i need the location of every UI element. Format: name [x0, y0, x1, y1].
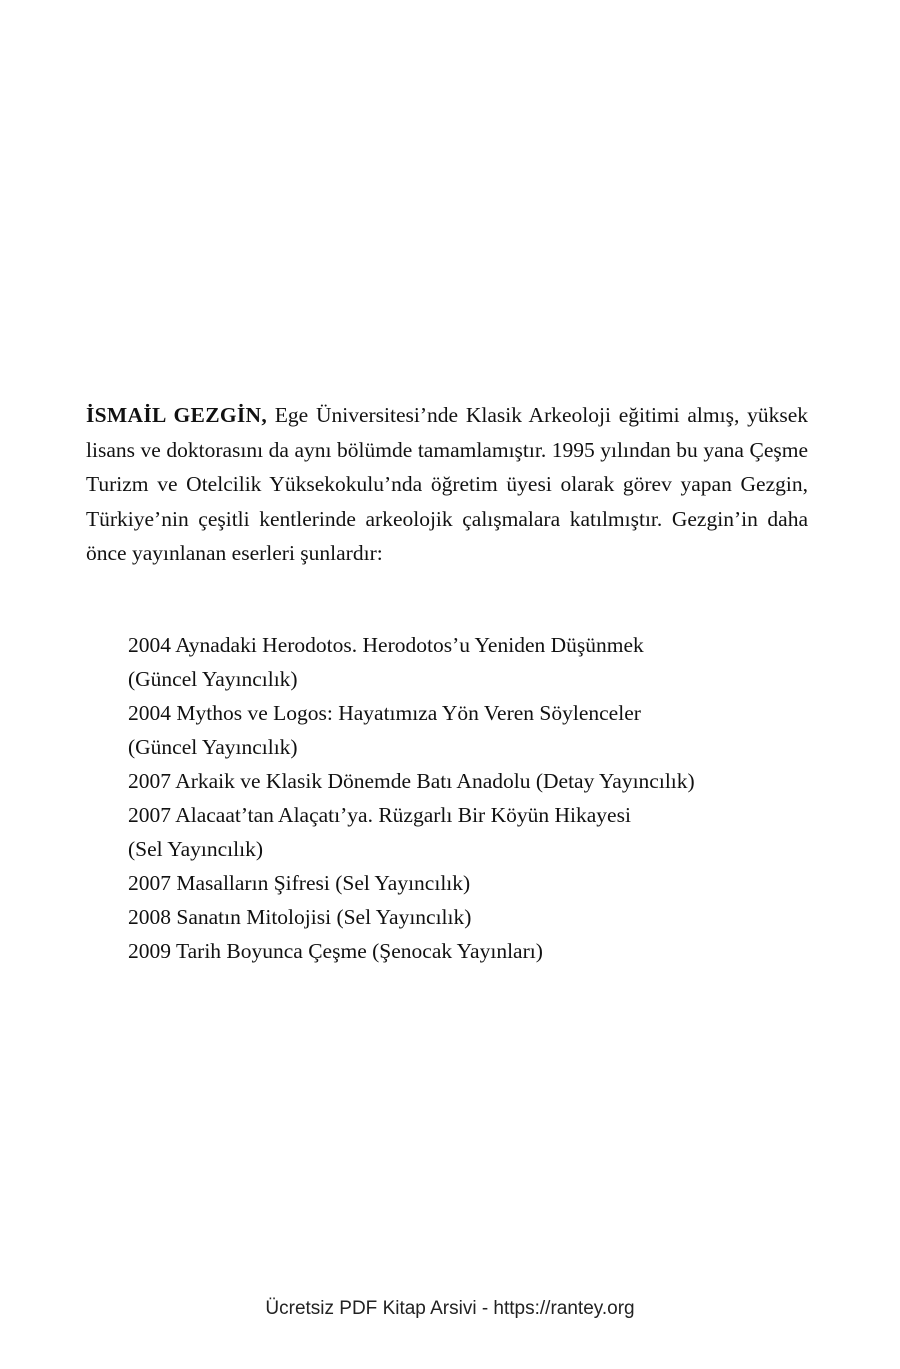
- work-publisher: (Güncel Yayıncılık): [128, 667, 298, 691]
- work-title: 2007 Alacaat’tan Alaçatı’ya. Rüzgarlı Bir Köyün Hikayesi: [128, 803, 631, 827]
- author-name: İSMAİL GEZGİN,: [86, 403, 268, 427]
- work-item: [128, 798, 808, 866]
- work-title: 2004 Aynadaki Herodotos. Herodotos’u Yeniden Düşünmek: [128, 633, 644, 657]
- work-title: 2009 Tarih Boyunca Çeşme (Şenocak Yayınları): [128, 939, 543, 963]
- work-title: 2008 Sanatın Mitolojisi (Sel Yayıncılık): [128, 905, 472, 929]
- author-bio-paragraph: [86, 398, 808, 571]
- work-item: [128, 628, 808, 696]
- work-item: [128, 934, 808, 968]
- work-title: 2004 Mythos ve Logos: Hayatımıza Yön Veren Söylenceler: [128, 701, 641, 725]
- work-item: [128, 900, 808, 934]
- works-list: [128, 628, 808, 968]
- work-title: 2007 Arkaik ve Klasik Dönemde Batı Anadolu (Detay Yayıncılık): [128, 769, 695, 793]
- work-publisher: (Güncel Yayıncılık): [128, 735, 298, 759]
- work-publisher: (Sel Yayıncılık): [128, 837, 263, 861]
- work-item: [128, 764, 808, 798]
- work-title: 2007 Masalların Şifresi (Sel Yayıncılık): [128, 871, 471, 895]
- author-bio-text: Ege Üniversitesi’nde Klasik Arkeoloji eğitimi almış, yüksek lisans ve doktorasını da aynı bölümde tamamlamıştır. 1995 yılından bu yana Çeşme Turizm ve Otelcilik Yüksekokulu’nda öğretim üyesi olarak görev yapan Gezgin, Türkiye’nin çeşitli kentlerinde arkeolojik çalışmalara katılmıştır. Gezgin’in daha önce yayınlanan eserleri şunlardır:: [86, 403, 808, 565]
- work-item: [128, 866, 808, 900]
- footer-archive-link[interactable]: Ücretsiz PDF Kitap Arsivi - https://rantey.org: [265, 1298, 635, 1319]
- work-item: [128, 696, 808, 764]
